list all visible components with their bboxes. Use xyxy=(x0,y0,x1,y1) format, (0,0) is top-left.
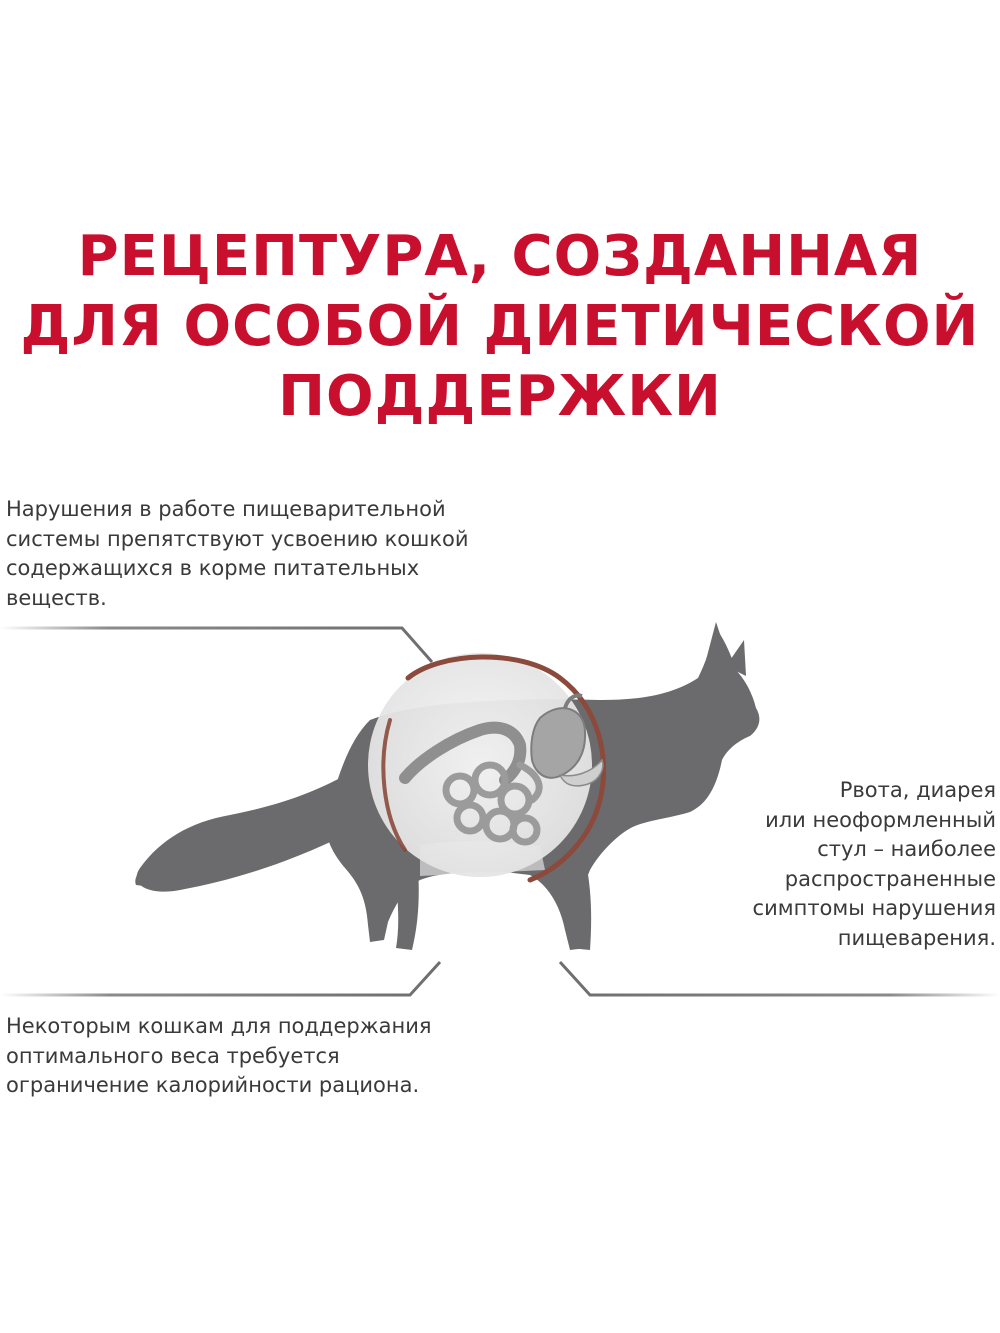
connector-top-left xyxy=(0,628,432,662)
headline xyxy=(0,222,1000,432)
callout-symptoms-line-2: или неоформленный xyxy=(765,807,996,832)
callout-symptoms-line-6: пищеварения. xyxy=(837,925,996,950)
callout-digestion-line-1: Нарушения в работе пищеварительной xyxy=(6,497,446,521)
headline-line-2: ДЛЯ ОСОБОЙ ДИЕТИЧЕСКОЙ xyxy=(20,294,980,359)
callout-symptoms xyxy=(716,776,996,953)
connector-bottom-left xyxy=(0,962,440,995)
callout-digestion-line-2: системы препятствуют усвоению кошкой xyxy=(6,526,469,551)
callout-digestion-line-3: содержащихся в корме питательных xyxy=(6,556,420,580)
callout-weight-line-1: Некоторым кошкам для поддержания xyxy=(6,1014,432,1038)
headline-line-1: РЕЦЕПТУРА, СОЗДАННАЯ xyxy=(77,224,923,289)
connector-bottom-right xyxy=(560,962,1000,995)
callout-weight-line-2: оптимального веса требуется xyxy=(6,1043,340,1068)
callout-weight xyxy=(6,1012,486,1101)
callout-digestion-line-4: веществ. xyxy=(6,585,107,610)
callout-symptoms-line-1: Рвота, диарея xyxy=(839,778,996,802)
callout-weight-line-3: ограничение калорийности рациона. xyxy=(6,1073,420,1097)
headline-line-3: ПОДДЕРЖКИ xyxy=(278,364,722,429)
callout-symptoms-line-4: распространенные xyxy=(784,866,996,891)
callout-symptoms-line-5: симптомы нарушения xyxy=(752,896,996,920)
callout-digestion xyxy=(6,495,506,613)
callout-symptoms-line-3: стул – наиболее xyxy=(817,837,996,861)
